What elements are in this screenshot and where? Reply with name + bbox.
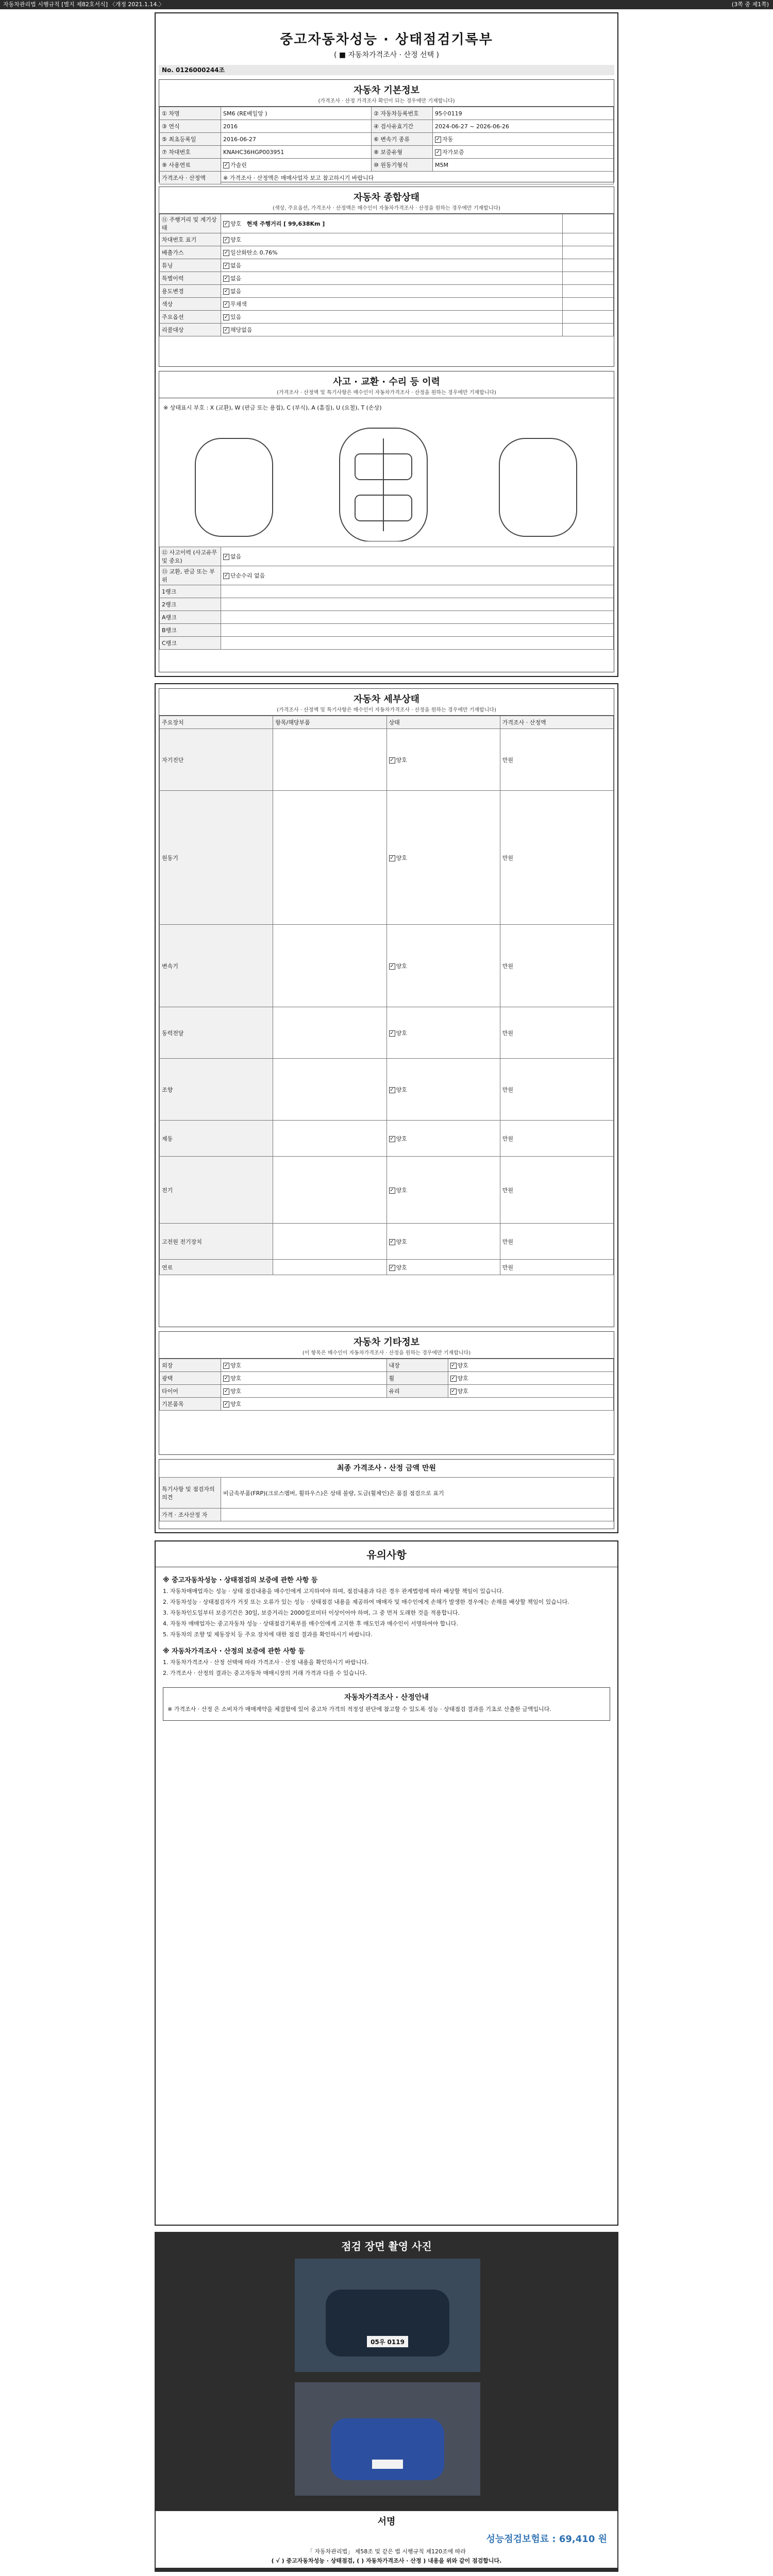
checkbox-icon[interactable]: [223, 237, 229, 243]
table-row: [160, 637, 614, 650]
cell-label: ⑦ 차대번호: [160, 146, 221, 159]
cell-fee: 만원: [500, 1224, 613, 1260]
cell-status: [221, 1372, 387, 1385]
cell-status: [386, 1157, 500, 1224]
cell-value: [221, 233, 563, 246]
cell-value: 2024-06-27 ~ 2026-06-26: [432, 120, 613, 133]
column-header: 주요장치: [160, 716, 273, 729]
table-row: [160, 1359, 614, 1372]
cell-fee: [563, 311, 614, 324]
checkbox-label: 양호: [396, 1029, 407, 1037]
cell-status: [448, 1385, 614, 1398]
rank-label: C랭크: [160, 637, 221, 650]
cell-label: 튜닝: [160, 259, 221, 272]
table-row: [160, 246, 614, 259]
cell-label: ⑧ 보증유형: [371, 146, 432, 159]
cell-status: [386, 1224, 500, 1260]
price-guide-title: 자동차가격조사 · 산정안내: [344, 1693, 429, 1702]
cell-fee: [563, 272, 614, 285]
cell-label: ④ 검사유효기간: [371, 120, 432, 133]
basic-info-table: [159, 107, 614, 184]
cell-value: [273, 1121, 386, 1157]
table-row: [160, 311, 614, 324]
checkbox-icon[interactable]: [389, 1239, 395, 1245]
car-outline-right-icon: [499, 438, 577, 536]
checkbox-label: 양호: [396, 1264, 407, 1271]
checkbox-label: 양호: [396, 1187, 407, 1194]
table-row: [160, 1157, 614, 1224]
sheet-1: [155, 12, 618, 677]
cell-value: [221, 285, 563, 298]
cell-status: [386, 1059, 500, 1121]
cell-status: [386, 1121, 500, 1157]
table-row: [160, 1007, 614, 1059]
checkbox-icon[interactable]: [450, 1388, 457, 1395]
table-row: [160, 324, 614, 336]
table-row: [160, 1260, 614, 1275]
cell-label: ② 자동차등록번호: [371, 107, 432, 120]
cell-label: 유리: [386, 1385, 448, 1398]
signature-area: [156, 2511, 617, 2568]
opinion-table: [159, 1477, 614, 1521]
notice-item: 4. 자동차 매매업자는 중고자동차 성능 · 상태점검기록부를 매수인에게 고지한 후 매도인과 매수인이 서명하여야 합니다.: [163, 1620, 458, 1627]
checkbox-icon[interactable]: [223, 314, 229, 320]
cell-status: [386, 791, 500, 925]
fee-note: ※ 가격조사 · 산정액은 매매사업자 보고 참고하시기 바랍니다: [221, 172, 614, 184]
cell-value: [221, 298, 563, 311]
inspector-opinion: 비금속부품(FRP)(크로스멤버, 휠하우스)은 상태 불량, 도금(휠체인)은 품질 점검으로 표기: [221, 1478, 614, 1509]
cell-status: [221, 1385, 387, 1398]
group-label: 제동: [160, 1121, 273, 1157]
photos-title: 점검 장면 촬영 사진: [341, 2240, 432, 2252]
checkbox-label: 양호: [230, 236, 242, 243]
cell-status: [448, 1359, 614, 1372]
cell-fee: 만원: [500, 729, 613, 791]
cell-label: ⑩ 원동기형식: [371, 159, 432, 172]
photo-front-vehicle: [295, 2259, 480, 2372]
cell-value: [221, 272, 563, 285]
cell-fee: 만원: [500, 1157, 613, 1224]
checkbox-label: 양호: [230, 221, 242, 227]
sheet-3-notice: [155, 1540, 618, 2226]
checkbox-icon[interactable]: [223, 162, 229, 168]
cell-value: [273, 1059, 386, 1121]
price-guide-text: ※ 가격조사 · 산정 은 소비자가 매매계약을 체결함에 있어 중고차 가격의 적정성 판단에 참고할 수 있도록 성능 · 상태점검 결과를 기초로 산출한 금액입니다.: [167, 1706, 551, 1713]
checkbox-icon[interactable]: [389, 1265, 395, 1271]
table-row: [160, 107, 614, 120]
cell-value: 2016: [221, 120, 372, 133]
sheet-4-photos: [155, 2232, 618, 2572]
cell-label: ⑫ 사고이력 (사고유무 및 중요): [160, 547, 221, 566]
notice-item: 2. 가격조사 · 산정의 결과는 중고자동차 매매시장의 거래 가격과 다를 수 있습니다.: [163, 1670, 367, 1676]
checkbox-label: 없음: [230, 262, 242, 269]
checkbox-icon[interactable]: [223, 276, 229, 282]
notice-title: 유의사항: [156, 1541, 617, 1567]
checkbox-label: 양호: [230, 1401, 242, 1408]
cell-value: [273, 925, 386, 1007]
checkbox-label: 없음: [230, 275, 242, 282]
checkbox-label: 양호: [396, 1086, 407, 1093]
cell-fee: 만원: [500, 1260, 613, 1275]
checkbox-icon[interactable]: [223, 301, 229, 308]
checkbox-label: 일산화탄소 0.76%: [230, 249, 278, 256]
checkbox-label: 양호: [230, 1362, 242, 1369]
checkbox-icon[interactable]: [223, 289, 229, 295]
cell-status: [386, 1260, 500, 1275]
cell-value: [432, 146, 613, 159]
cell-value: [273, 1260, 386, 1275]
checkbox-icon[interactable]: [223, 250, 229, 256]
cell-value: [221, 159, 372, 172]
cell-label: 특기사항 및 점검자의 의견: [160, 1478, 221, 1509]
checkbox-icon[interactable]: [389, 1030, 395, 1037]
cell-label: 타이어: [160, 1385, 221, 1398]
final-amount-unit: 만원: [422, 1464, 436, 1472]
group-label: 자기진단: [160, 729, 273, 791]
cell-label: 휠: [386, 1372, 448, 1385]
accident-history-block: [159, 371, 614, 672]
cell-value: [221, 214, 563, 233]
checkbox-label: 양호: [396, 1135, 407, 1142]
table-row: [160, 285, 614, 298]
cell-value: [221, 611, 614, 624]
checkbox-icon[interactable]: [435, 137, 441, 143]
cell-label: 가격 · 조사산정 자: [160, 1509, 221, 1521]
cell-value: [221, 637, 614, 650]
cell-fee: 만원: [500, 1007, 613, 1059]
cell-value: [273, 1007, 386, 1059]
rank-label: 1랭크: [160, 585, 221, 598]
column-header: 항목/해당부품: [273, 716, 386, 729]
car-outline-left-icon: [195, 438, 273, 536]
notice-heading-2: ※ 자동차가격조사 · 산정의 보증에 관한 사항 등: [163, 1648, 305, 1655]
notice-item: 5. 자동차의 조향 및 제동장치 등 주요 장치에 대한 점검 결과를 확인하시기 바랍니다.: [163, 1631, 373, 1638]
cell-fee: [563, 259, 614, 272]
basic-info-heading: 자동차 기본정보: [354, 85, 419, 96]
table-row: [160, 298, 614, 311]
final-amount-label: 최종 가격조사 · 산정 금액: [337, 1464, 420, 1472]
cell-value: [221, 1509, 614, 1521]
cell-value: [221, 324, 563, 336]
cell-value: [432, 133, 613, 146]
cell-value: 2016-06-27: [221, 133, 372, 146]
cell-fee: [563, 324, 614, 336]
cell-label: 리콜대상: [160, 324, 221, 336]
table-row: [160, 1224, 614, 1260]
checkbox-icon[interactable]: [389, 1188, 395, 1194]
table-row: [160, 214, 614, 233]
table-header-row: [160, 716, 614, 729]
basic-info-subheading: (가격조사 · 산정 가격조사 확인이 되는 경우에만 기재합니다): [159, 96, 614, 107]
checkbox-icon[interactable]: [389, 1136, 395, 1142]
cell-fee: [563, 285, 614, 298]
car-rear-photo-icon: [295, 2382, 480, 2496]
checkbox-icon[interactable]: [223, 1401, 229, 1408]
table-row: [160, 566, 614, 585]
cell-value: [221, 259, 563, 272]
symbol-legend: ※ 상태표시 부호 : X (교환), W (판금 또는 용접), C (부식), A (흠집), U (요철), T (손상): [163, 404, 382, 411]
accident-table: [159, 547, 614, 650]
table-row: [160, 729, 614, 791]
signature-title: 서명: [377, 2516, 396, 2527]
checkbox-label: 있음: [230, 314, 242, 320]
other-info-block: [159, 1331, 614, 1455]
cell-label: 기본품목: [160, 1398, 221, 1411]
cell-status: [386, 729, 500, 791]
plate-text: 05우 0119: [371, 2338, 405, 2346]
top-bar: [0, 0, 773, 9]
rank-label: 2랭크: [160, 598, 221, 611]
cell-value: [221, 598, 614, 611]
checkbox-icon[interactable]: [450, 1363, 457, 1369]
table-row: [160, 172, 614, 184]
checkbox-icon[interactable]: [223, 221, 229, 227]
table-row: [160, 146, 614, 159]
checkbox-label: 해당없음: [230, 327, 253, 333]
group-label: 변속기: [160, 925, 273, 1007]
table-row: [160, 624, 614, 637]
legal-line-1: 「 자동차관리법」 제58조 및 같은 법 시행규칙 제120조에 따라: [307, 2548, 466, 2555]
cell-fee: [563, 246, 614, 259]
car-front-photo-icon: [295, 2259, 480, 2372]
checkbox-icon[interactable]: [389, 757, 395, 764]
checkbox-icon[interactable]: [435, 149, 441, 156]
checkbox-icon[interactable]: [389, 963, 395, 970]
other-subheading: (이 항목은 매수인이 자동차가격조사 · 산정을 원하는 경우에만 기재합니다): [159, 1348, 614, 1359]
fee-label: 가격조사 · 산정액: [160, 172, 221, 184]
cell-label: ⑪ 주행거리 및 계기상태: [160, 214, 221, 233]
opinion-block: [159, 1459, 614, 1529]
checkbox-label: 양호: [230, 1388, 242, 1395]
table-row: [160, 611, 614, 624]
table-row: [160, 120, 614, 133]
cell-value: KNAHC36HGP003951: [221, 146, 372, 159]
cell-label: 주요옵션: [160, 311, 221, 324]
cell-fee: 만원: [500, 1121, 613, 1157]
table-row: [160, 1509, 614, 1521]
group-label: 전기: [160, 1157, 273, 1224]
group-label: 연료: [160, 1260, 273, 1275]
cell-fee: [563, 233, 614, 246]
checkbox-icon[interactable]: [223, 327, 229, 333]
column-header: 상태: [386, 716, 500, 729]
checkbox-label: 없음: [230, 288, 242, 295]
cell-value: [221, 547, 614, 566]
cell-status: [221, 1359, 387, 1372]
cell-label: 배출가스: [160, 246, 221, 259]
overall-subheading: (색상, 주요옵션, 가격조사 · 산정액은 매수인이 자동차가격조사 · 산정을 원하는 경우에만 기재합니다): [159, 204, 614, 214]
cell-label: ⑨ 사용연료: [160, 159, 221, 172]
checkbox-label: 가솔린: [230, 162, 247, 168]
checkbox-label: 자가보증: [442, 149, 464, 156]
table-row: [160, 585, 614, 598]
checkbox-icon[interactable]: [450, 1376, 457, 1382]
photo-rear-vehicle: [295, 2382, 480, 2496]
cell-label: ⑬ 교환, 판금 또는 부위: [160, 566, 221, 585]
price-guide-box: [163, 1687, 610, 1721]
table-row: [160, 159, 614, 172]
notice-item: 1. 자동차가격조사 · 산정 선택에 따라 가격조사 · 산정 내용을 확인하시기 바랍니다.: [163, 1659, 369, 1666]
cell-value: [221, 311, 563, 324]
checkbox-label: 양호: [396, 1238, 407, 1245]
overall-heading: 자동차 종합상태: [354, 192, 419, 203]
sheet-2: [155, 683, 618, 1533]
cell-value: [221, 624, 614, 637]
overall-table: [159, 214, 614, 336]
cell-value: [221, 566, 614, 585]
checkbox-label: 양호: [457, 1388, 468, 1395]
table-row: [160, 1372, 614, 1385]
table-row: [160, 547, 614, 566]
checkbox-label: 없음: [230, 553, 242, 560]
cell-label: ③ 연식: [160, 120, 221, 133]
checkbox-icon[interactable]: [223, 1363, 229, 1369]
detail-heading: 자동차 세부상태: [354, 694, 419, 705]
cell-label: 색상: [160, 298, 221, 311]
group-label: 동력전달: [160, 1007, 273, 1059]
checkbox-icon[interactable]: [389, 1087, 395, 1093]
notice-item: 3. 자동차인도일부터 보증기간은 30일, 보증거리는 2000킬로미터 이상이어야 하며, 그 중 먼저 도래한 것을 적용합니다.: [163, 1609, 460, 1616]
document-subtitle: ( ■ 자동차가격조사 · 산정 선택 ): [333, 51, 440, 59]
checkbox-label: 무채색: [230, 301, 247, 308]
cell-value: [221, 246, 563, 259]
cell-label: 특별이력: [160, 272, 221, 285]
car-damage-diagram: [185, 423, 587, 541]
table-row: [160, 1398, 614, 1411]
cell-label: 차대번호 표기: [160, 233, 221, 246]
column-header: 가격조사 · 산정액: [500, 716, 613, 729]
cell-fee: 만원: [500, 1059, 613, 1121]
checkbox-label: 단순수리 없음: [230, 572, 265, 579]
checkbox-label: 양호: [396, 854, 407, 861]
table-row: [160, 1478, 614, 1509]
cell-value: [273, 729, 386, 791]
cell-status: [448, 1372, 614, 1385]
rank-label: A랭크: [160, 611, 221, 624]
rank-label: B랭크: [160, 624, 221, 637]
table-row: [160, 259, 614, 272]
detail-status-block: [159, 688, 614, 1327]
cell-value: [273, 1157, 386, 1224]
cell-value: SM6 (RE베일앙 ): [221, 107, 372, 120]
final-amount-heading: [159, 1460, 614, 1473]
cell-value: [273, 791, 386, 925]
cell-label: ⑤ 최초등록일: [160, 133, 221, 146]
accident-subheading: (가격조사 · 산정액 및 특기사항은 매수인이 자동차가격조사 · 산정을 원하는 경우에만 기재합니다): [159, 388, 614, 398]
cell-fee: 만원: [500, 791, 613, 925]
table-row: [160, 791, 614, 925]
cell-label: ⑥ 변속기 종류: [371, 133, 432, 146]
checkbox-icon[interactable]: [223, 1388, 229, 1395]
group-label: 조향: [160, 1059, 273, 1121]
table-row: [160, 272, 614, 285]
notice-item: 2. 자동차성능 · 상태점검자가 거짓 또는 오류가 있는 성능 · 상태점검 내용을 제공하여 매매자 및 매수인에게 손해가 발생한 경우에는 손해를 배상할 책임이 있습니다.: [163, 1599, 569, 1605]
detail-subheading: (가격조사 · 산정액 및 특기사항은 매수인이 자동차가격조사 · 산정을 원하는 경우에만 기재합니다): [159, 705, 614, 716]
checkbox-label: 양호: [396, 756, 407, 764]
detail-table: [159, 716, 614, 1275]
checkbox-label: 자동: [442, 136, 453, 143]
group-label: 고전원 전기장치: [160, 1224, 273, 1260]
checkbox-icon[interactable]: [389, 855, 395, 861]
cell-label: ① 차명: [160, 107, 221, 120]
overall-status-block: [159, 187, 614, 367]
group-label: 원동기: [160, 791, 273, 925]
cell-label: 내장: [386, 1359, 448, 1372]
cell-value: [221, 585, 614, 598]
checkbox-icon[interactable]: [223, 1376, 229, 1382]
cell-status: [386, 925, 500, 1007]
cell-value: [273, 1224, 386, 1260]
table-row: [160, 925, 614, 1007]
cell-fee: [563, 298, 614, 311]
page-count: (3쪽 중 제1쪽): [731, 1, 769, 8]
inspection-insurance-fee: 성능점검보험료 : 69,410 원: [486, 2534, 607, 2545]
accident-heading: 사고 · 교환 · 수리 등 이력: [333, 377, 440, 387]
cell-fee: 만원: [500, 925, 613, 1007]
notice-item: 1. 자동차매매업자는 성능 · 상태 점검내용을 매수인에게 고지하여야 하며, 점검내용과 다른 경우 관계법령에 따라 배상할 책임이 있습니다.: [163, 1588, 504, 1595]
form-citation: 자동차관리법 시행규칙 [별지 제82호서식] 〈개정 2021.1.14.〉: [3, 1, 164, 8]
other-heading: 자동차 기타정보: [354, 1337, 419, 1348]
checkbox-icon[interactable]: [223, 554, 229, 560]
table-row: [160, 1121, 614, 1157]
cell-label: 용도변경: [160, 285, 221, 298]
checkbox-icon[interactable]: [223, 573, 229, 579]
other-table: [159, 1359, 614, 1411]
legal-line-2: ( √ ) 중고자동차성능 · 상태점검, ( ) 자동차가격조사 · 산정 ) 내용을 위와 같이 점검합니다.: [271, 2557, 502, 2564]
cell-label: 외장: [160, 1359, 221, 1372]
table-row: [160, 598, 614, 611]
checkbox-label: 양호: [396, 962, 407, 970]
cell-fee: [563, 214, 614, 233]
table-row: [160, 1059, 614, 1121]
cell-value: 95수0119: [432, 107, 613, 120]
table-row: [160, 233, 614, 246]
checkbox-label: 양호: [457, 1375, 468, 1382]
odometer-value: 현재 주행거리 [ 99,638Km ]: [246, 221, 325, 227]
cell-label: 광택: [160, 1372, 221, 1385]
checkbox-icon[interactable]: [223, 263, 229, 269]
cell-status: [221, 1398, 614, 1411]
basic-info-block: [159, 79, 614, 182]
checkbox-label: 양호: [230, 1375, 242, 1382]
table-row: [160, 1385, 614, 1398]
document-number: No. 0126000244조: [159, 65, 614, 75]
checkbox-label: 양호: [457, 1362, 468, 1369]
document-title: 중고자동차성능 · 상태점검기록부: [280, 32, 493, 47]
table-row: [160, 133, 614, 146]
cell-value: M5M: [432, 159, 613, 172]
notice-heading-1: ※ 중고자동차성능 · 상태점검의 보증에 관한 사항 등: [163, 1577, 318, 1584]
cell-status: [386, 1007, 500, 1059]
